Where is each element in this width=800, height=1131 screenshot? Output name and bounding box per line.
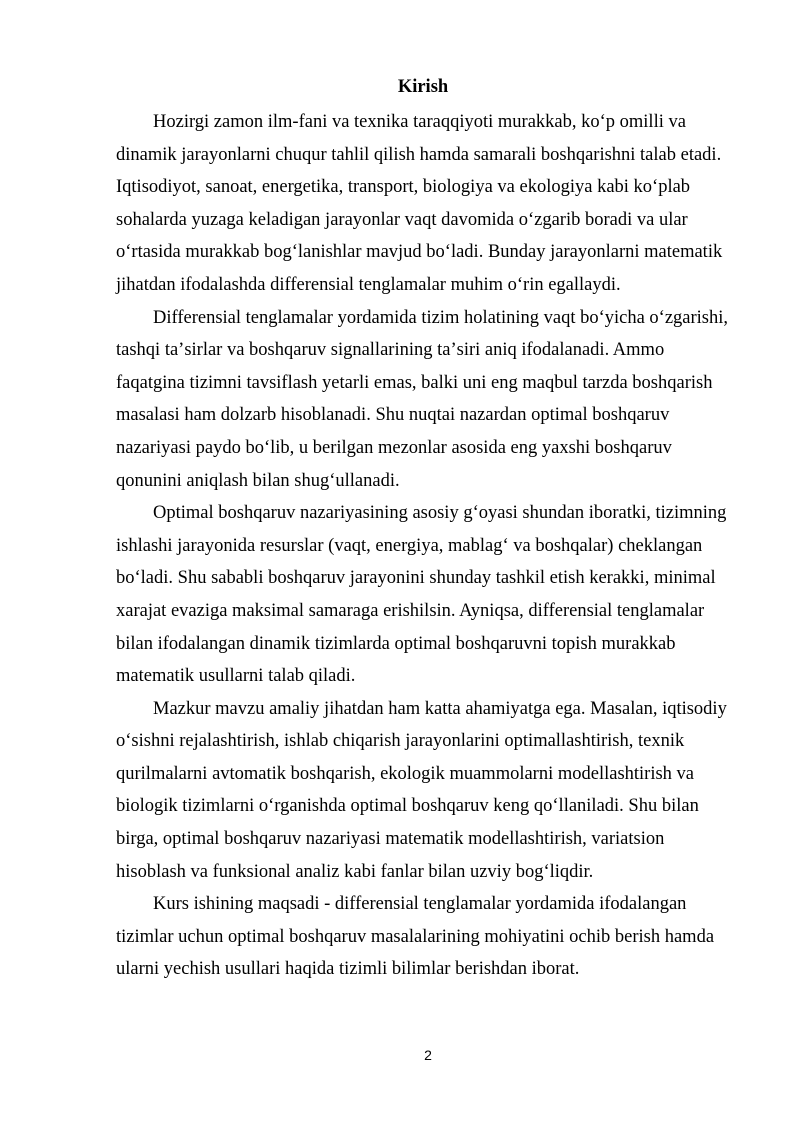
text-line: oʻrtasida murakkab bogʻlanishlar mavjud boʻladi. Bunday jarayonlarni matematik (116, 242, 723, 263)
paragraph-5 (116, 888, 742, 986)
section-title: Kirish (397, 77, 449, 97)
text-line: ishlashi jarayonida resurslar (vaqt, energiya, mablagʻ va boshqalar) cheklangan (116, 535, 703, 556)
text-line: ularni yechish usullari haqida tizimli bilimlar berishdan iborat. (116, 959, 580, 980)
text-line: oʻsishni rejalashtirish, ishlab chiqarish jarayonlarini optimallashtirish, texnik (116, 731, 685, 752)
text-line: bilan ifodalangan dinamik tizimlarda optimal boshqaruvni topish murakkab (116, 633, 676, 654)
text-line: xarajat evaziga maksimal samaraga erishilsin. Ayniqsa, differensial tenglamalar (116, 600, 705, 621)
text-line: birga, optimal boshqaruv nazariyasi matematik modellashtirish, variatsion (116, 829, 665, 850)
text-line: qurilmalarni avtomatik boshqarish, ekologik muammolarni modellashtirish va (116, 763, 695, 784)
text-line: Differensial tenglamalar yordamida tizim holatining vaqt boʻyicha oʻzgarishi, (153, 307, 729, 328)
text-line: jihatdan ifodalashda differensial tenglamalar muhim oʻrin egallaydi. (116, 274, 621, 295)
text-line: tizimlar uchun optimal boshqaruv masalalarining mohiyatini ochib berish hamda (116, 926, 715, 947)
text-line: Iqtisodiyot, sanoat, energetika, transport, biologiya va ekologiya kabi koʻplab (116, 177, 691, 198)
text-line: Mazkur mavzu amaliy jihatdan ham katta ahamiyatga ega. Masalan, iqtisodiy (153, 698, 727, 719)
text-line: dinamik jarayonlarni chuqur tahlil qilish hamda samarali boshqarishni talab etadi. (116, 144, 722, 165)
paragraph-1 (116, 106, 742, 302)
text-line: biologik tizimlarni oʻrganishda optimal boshqaruv keng qoʻllaniladi. Shu bilan (116, 796, 699, 817)
text-line: faqatgina tizimni tavsiflash yetarli emas, balki uni eng maqbul tarzda boshqarish (116, 372, 713, 393)
text-line: tashqi taʼsirlar va boshqaruv signallarining taʼsiri aniq ifodalanadi. Ammo (116, 340, 665, 361)
paragraph-4 (116, 693, 742, 889)
text-line: Kurs ishining maqsadi - differensial tenglamalar yordamida ifodalangan (153, 894, 687, 915)
text-line: masalasi ham dolzarb hisoblanadi. Shu nuqtai nazardan optimal boshqaruv (116, 405, 670, 426)
body-text (116, 106, 742, 986)
text-line: boʻladi. Shu sababli boshqaruv jarayonini shunday tashkil etish kerakki, minimal (116, 568, 716, 589)
paragraph-3 (116, 497, 742, 693)
text-line: matematik usullarni talab qiladi. (116, 666, 356, 687)
paragraph-2 (116, 302, 742, 498)
text-line: Hozirgi zamon ilm-fani va texnika taraqqiyoti murakkab, koʻp omilli va (153, 112, 686, 132)
text-line: Optimal boshqaruv nazariyasining asosiy gʻoyasi shundan iboratki, tizimning (153, 503, 727, 524)
page-number: 2 (424, 1047, 432, 1063)
text-line: nazariyasi paydo boʻlib, u berilgan mezonlar asosida eng yaxshi boshqaruv (116, 437, 672, 458)
text-line: sohalarda yuzaga keladigan jarayonlar vaqt davomida oʻzgarib boradi va ular (116, 209, 688, 230)
text-line: hisoblash va funksional analiz kabi fanlar bilan uzviy bogʻliqdir. (116, 861, 594, 882)
text-line: qonunini aniqlash bilan shugʻullanadi. (116, 470, 400, 491)
